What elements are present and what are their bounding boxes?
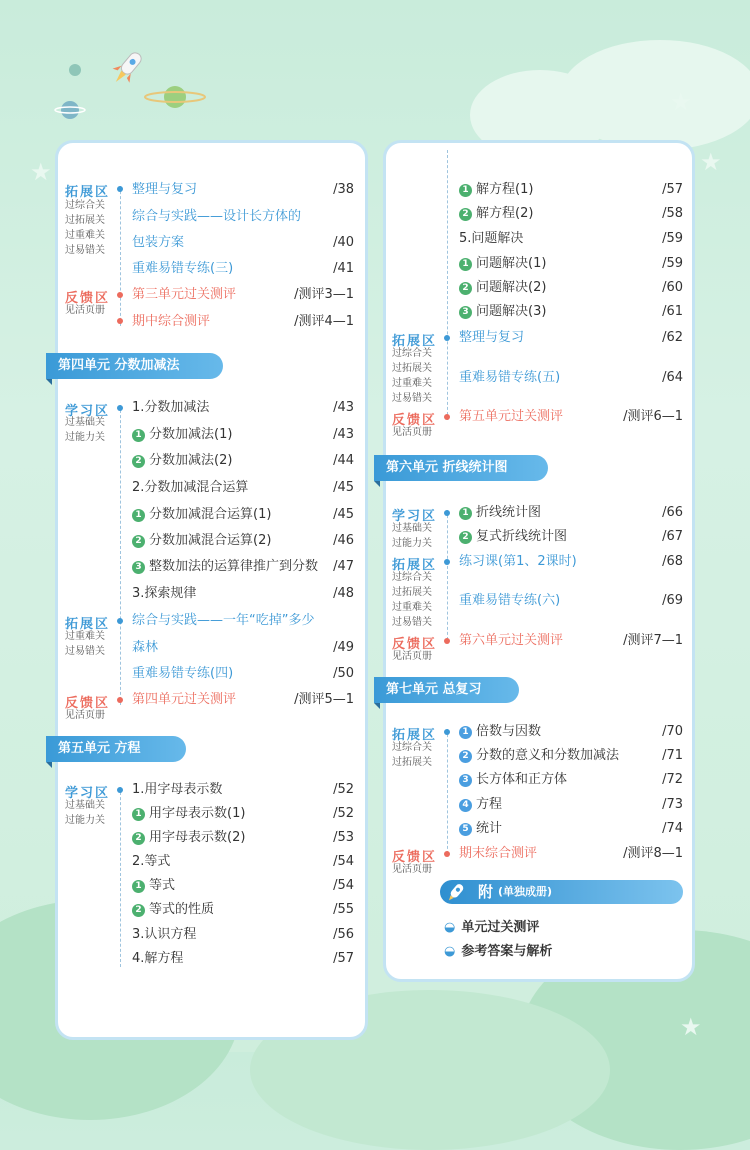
zone-sub-labels [392,570,432,630]
zone-sub: 过拓展关 [392,363,432,374]
zone-sub-labels: 见活页册 [65,305,105,316]
zone-sub-labels [392,521,432,551]
timeline-dot [444,729,450,735]
timeline-dot [117,618,123,624]
timeline-dot [444,335,450,341]
appendix-title: 附 [478,883,494,901]
timeline-line [447,729,448,854]
timeline-dot [444,638,450,644]
unit-banner: 第七单元 总复习 [374,677,519,703]
timeline-line [447,150,448,420]
zone-label-feedback: 反馈区 [392,850,438,865]
zone-sub-labels [65,415,105,445]
zone-sub-labels [392,740,432,770]
timeline-dot [117,405,123,411]
zone-sub: 过能力关 [65,432,105,443]
zone-sub: 过综合关 [392,348,432,359]
timeline-dot [117,186,123,192]
zone-sub: 过拓展关 [392,587,432,598]
star-icon: ★ [680,1013,702,1041]
unit-banner: 第五单元 方程 [46,736,186,762]
ufo-icon: ◒ [444,944,456,959]
timeline-line [120,186,121,326]
zone-sub: 过易错关 [392,393,432,404]
zone-sub: 过重难关 [392,602,432,613]
zone-sub-labels [65,798,105,828]
zone-sub: 过能力关 [65,815,105,826]
timeline-dot [444,414,450,420]
timeline-dot [117,787,123,793]
zone-sub: 过易错关 [392,617,432,628]
timeline-dot [444,559,450,565]
timeline-line [447,510,448,640]
zone-sub: 过综合关 [65,200,105,211]
zone-sub: 过易错关 [65,245,105,256]
zone-sub-labels [392,346,432,406]
zone-sub: 过基础关 [65,417,105,428]
zone-sub: 过重难关 [392,378,432,389]
zone-sub-labels: 见活页册 [392,651,432,662]
zone-sub-labels [65,198,105,258]
zone-label-feedback: 反馈区 [392,413,438,428]
zone-sub-labels [65,629,105,659]
timeline-dot [117,318,123,324]
star-icon: ★ [670,88,692,116]
zone-sub: 过易错关 [65,646,105,657]
zone-sub-labels: 见活页册 [392,864,432,875]
timeline-dot [117,697,123,703]
zone-sub: 过拓展关 [65,215,105,226]
zone-label-study: 学习区 [65,786,111,801]
zone-label-expand: 拓展区 [65,617,111,632]
ufo-icon: ◒ [444,920,456,935]
zone-sub: 过能力关 [392,538,432,549]
zone-sub-labels: 见活页册 [392,427,432,438]
zone-sub: 过重难关 [65,631,105,642]
star-icon: ★ [700,148,722,176]
zone-label-feedback: 反馈区 [392,637,438,652]
zone-label-expand: 拓展区 [65,185,111,200]
zone-label-study: 学习区 [392,509,438,524]
rocket-icon [444,880,468,904]
star-icon: ★ [30,158,52,186]
timeline-line [120,405,121,705]
zone-sub: 过基础关 [392,523,432,534]
zone-sub: 过拓展关 [392,757,432,768]
timeline-dot [444,510,450,516]
timeline-line [120,787,121,967]
appendix-banner [440,880,683,904]
zone-label-expand: 拓展区 [392,334,438,349]
timeline-dot [444,851,450,857]
zone-sub: 过重难关 [65,230,105,241]
zone-sub: 过综合关 [392,572,432,583]
zone-label-expand: 拓展区 [392,728,438,743]
timeline-dot [117,292,123,298]
zone-sub: 过基础关 [65,800,105,811]
appendix-note: (单独成册) [498,885,553,898]
unit-banner: 第六单元 折线统计图 [374,455,548,481]
zone-label-feedback: 反馈区 [65,696,111,711]
zone-sub-labels: 见活页册 [65,710,105,721]
zone-label-feedback: 反馈区 [65,291,111,306]
zone-sub: 过综合关 [392,742,432,753]
zone-label-study: 学习区 [65,404,111,419]
unit-banner: 第四单元 分数加减法 [46,353,223,379]
zone-label-expand: 拓展区 [392,558,438,573]
rocket-planets-icon [40,45,210,125]
